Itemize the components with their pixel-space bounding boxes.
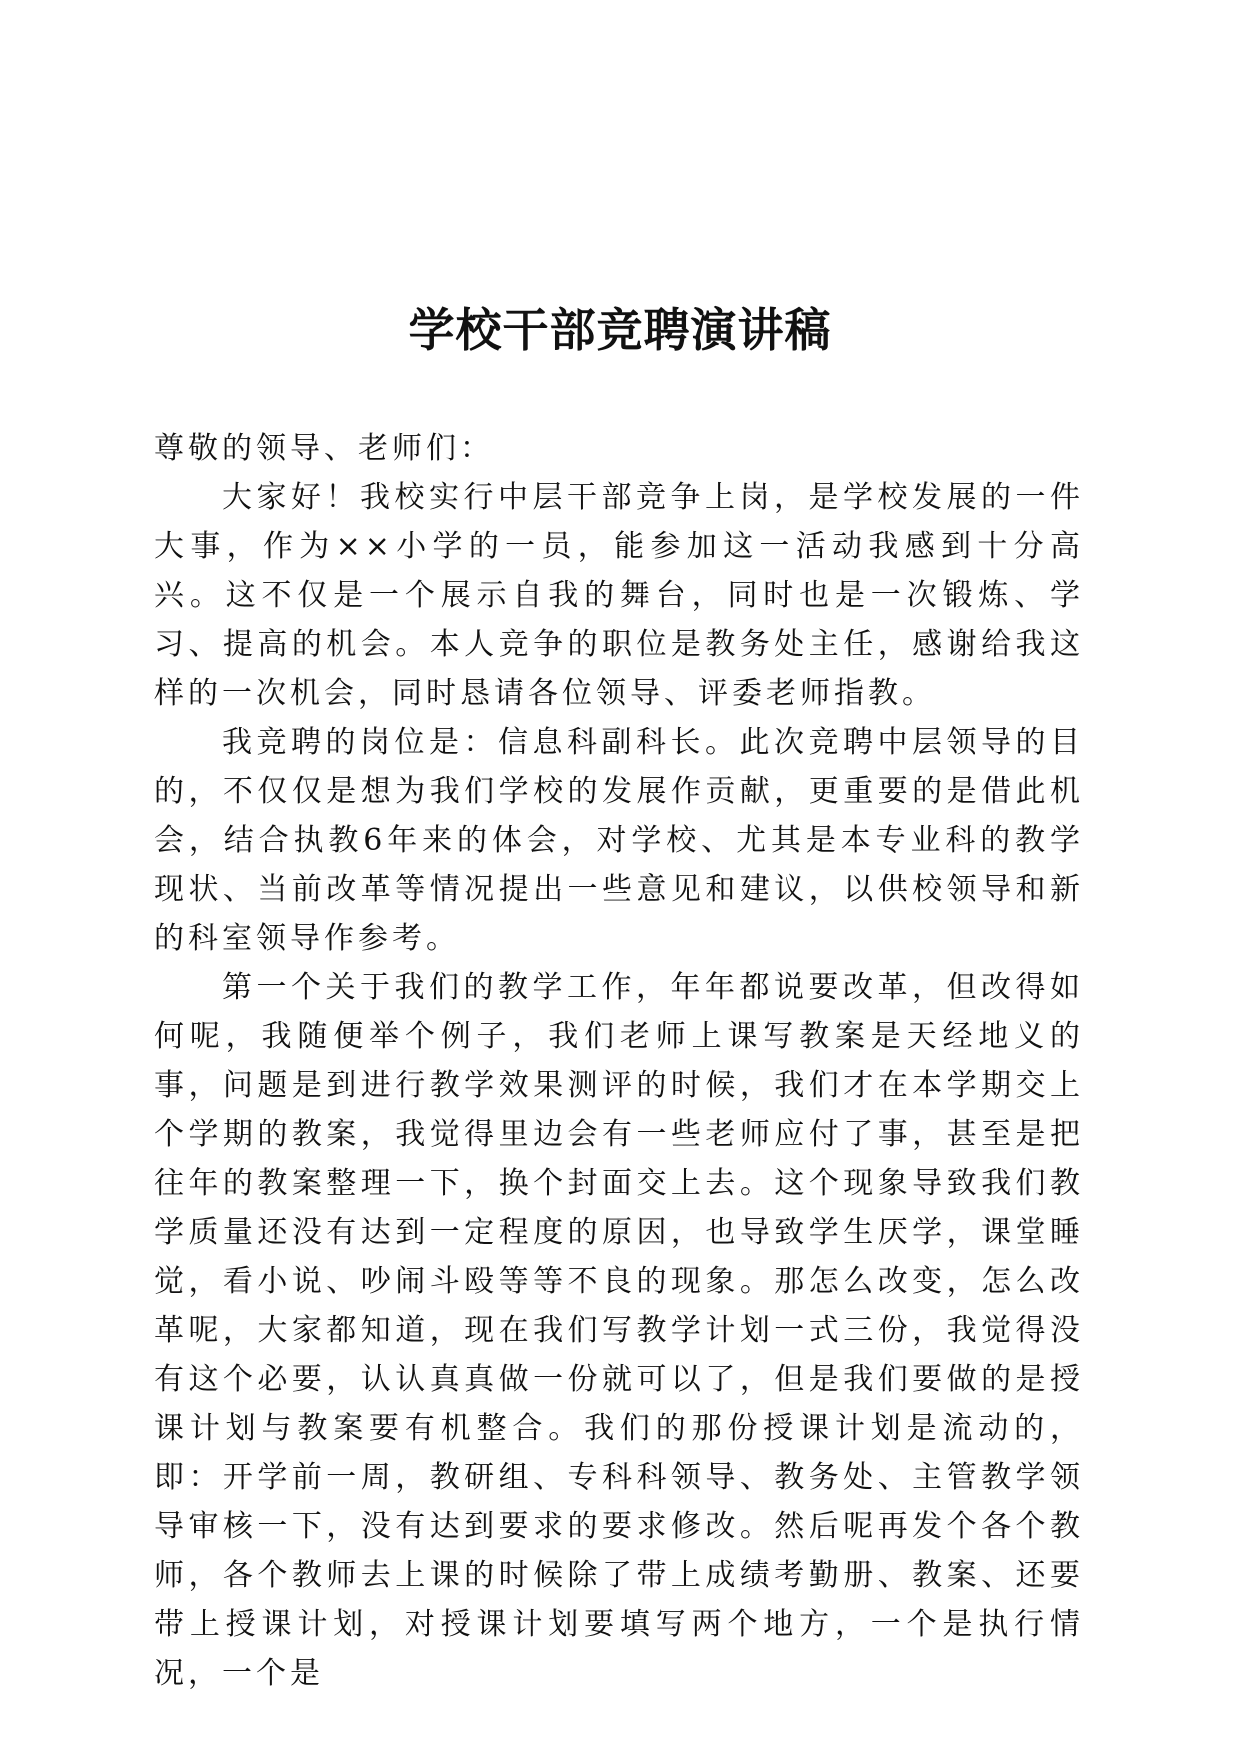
paragraph-1: 大家好！我校实行中层干部竞争上岗，是学校发展的一件大事，作为××小学的一员，能参加这一活动我感到十分高兴。这不仅是一个展示自我的舞台，同时也是一次锻炼、学习、提高的机会。本人竞争的职位是教务处主任，感谢给我这样的一次机会，同时恳请各位领导、评委老师指教。 [154,480,1084,711]
document-title: 学校干部竞聘演讲稿 [408,303,832,357]
salutation: 尊敬的领导、老师们： [154,431,494,466]
paragraph-3: 第一个关于我们的教学工作，年年都说要改革，但改得如何呢，我随便举个例子，我们老师上课写教案是天经地义的事，问题是到进行教学效果测评的时候，我们才在本学期交上个学期的教案，我觉得里边会有一些老师应付了事，甚至是把往年的教案整理一下，换个封面交上去。这个现象导致我们教学质量还没有达到一定程度的原因，也导致学生厌学，课堂睡觉，看小说、吵闹斗殴等等不良的现象。那怎么改变，怎么改革呢，大家都知道，现在我们写教学计划一式三份，我觉得没有这个必要，认认真真做一份就可以了，但是我们要做的是授课计划与教案要有机整合。我们的那份授课计划是流动的，即：开学前一周，教研组、专科科领导、教务处、主管教学领导审核一下，没有达到要求的要求修改。然后呢再发个各个教师，各个教师去上课的时候除了带上成绩考勤册、教案、还要带上授课计划，对授课计划要填写两个地方，一个是执行情况，一个是 [154,970,1084,1691]
paragraph-2: 我竞聘的岗位是：信息科副科长。此次竞聘中层领导的目的，不仅仅是想为我们学校的发展作贡献，更重要的是借此机会，结合执教6年来的体会，对学校、尤其是本专业科的教学现状、当前改革等情况提出一些意见和建议，以供校领导和新的科室领导作参考。 [154,725,1084,956]
document-body [154,424,1084,1698]
